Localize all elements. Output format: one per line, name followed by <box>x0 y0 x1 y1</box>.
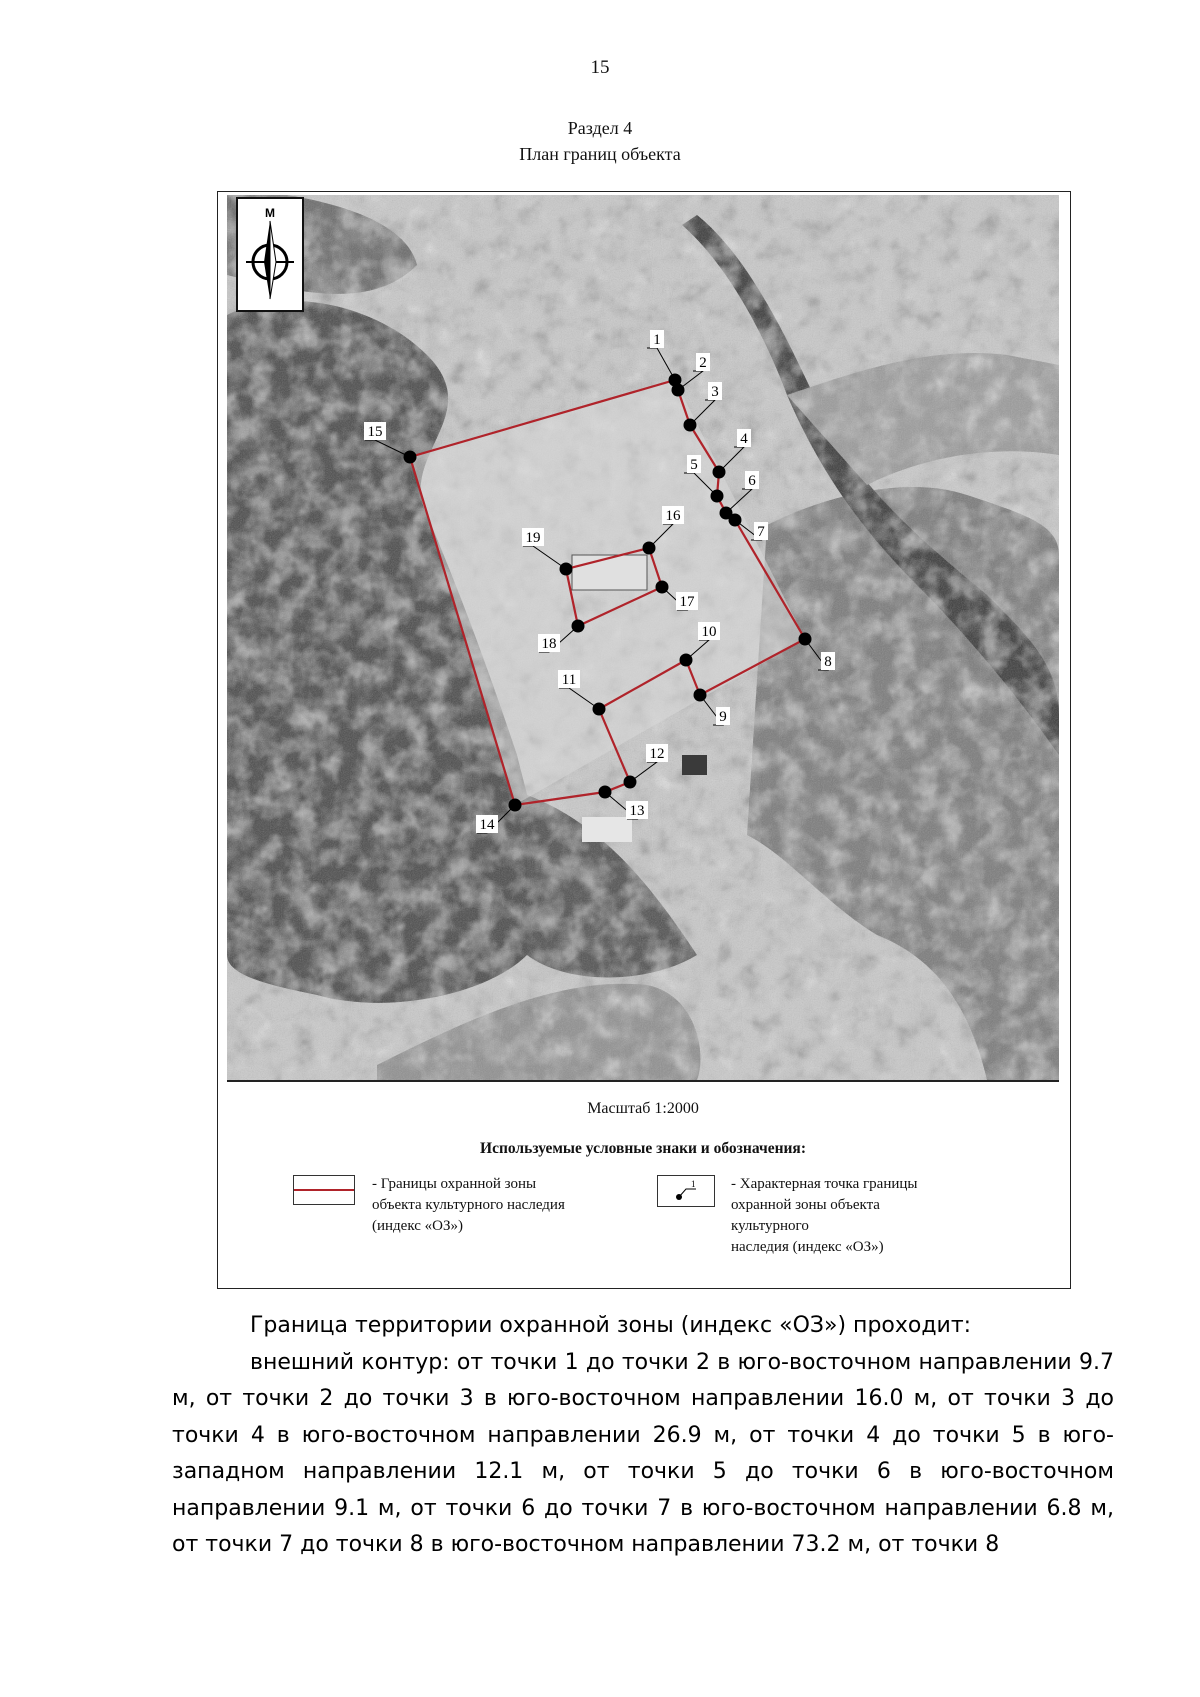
legend-point-line: наследия (индекс «ОЗ») <box>731 1239 884 1255</box>
point-label: 18 <box>541 636 557 652</box>
point-marker <box>624 776 637 789</box>
point-label: 7 <box>757 524 765 540</box>
point-marker <box>599 786 612 799</box>
point-marker <box>711 490 724 503</box>
legend-title: Используемые условные знаки и обозначения: <box>480 1140 806 1157</box>
point-marker <box>672 384 685 397</box>
point-label: 10 <box>701 624 717 640</box>
legend-point-line: культурного <box>731 1218 809 1234</box>
point-marker <box>572 620 585 633</box>
legend-point-icon <box>657 1175 715 1207</box>
point-marker <box>729 514 742 527</box>
building <box>682 755 707 775</box>
building <box>572 555 647 590</box>
body-text <box>172 1308 1114 1564</box>
page-number: 15 <box>590 57 610 78</box>
point-label: 9 <box>719 709 727 725</box>
aerial-map <box>227 195 1059 1080</box>
point-marker <box>643 542 656 555</box>
map-scale: Масштаб 1:2000 <box>587 1100 699 1117</box>
point-label: 2 <box>699 355 707 371</box>
legend-boundary-line-icon <box>293 1175 355 1205</box>
point-label: 13 <box>629 803 645 819</box>
legend-point-line: - Характерная точка границы <box>731 1176 918 1192</box>
point-marker <box>799 633 812 646</box>
legend-panel <box>227 1080 1059 1280</box>
legend-point-text <box>731 1174 1021 1258</box>
section-subtitle: План границ объекта <box>519 144 681 164</box>
point-label: 19 <box>525 530 541 546</box>
north-arrow-box <box>236 197 304 312</box>
point-label: 4 <box>740 431 748 447</box>
text-paragraph: внешний контур: от точки 1 до точки 2 в юго-восточном направлении 9.7 м, от точки 2 до точки 3 в юго-восточном направлении 16.0 м, от точки 3 до точки 4 в юго-восточном направлении 26.9 м, от точки 4 до точки 5 в юго-западном направлении 12.1 м, от точки 5 до точки 6 в юго-восточном направлении 9.1 м, от точки 6 до точки 7 в юго-восточном направлении 6.8 м, от точки 7 до точки 8 в юго-восточном направлении 73.2 м, от точки 8 <box>172 1349 1114 1557</box>
point-marker <box>593 703 606 716</box>
point-marker <box>560 563 573 576</box>
point-label: 14 <box>479 817 495 833</box>
point-label: 17 <box>679 594 695 610</box>
legend-boundary-line: объекта культурного наследия <box>372 1197 565 1213</box>
point-marker <box>404 451 417 464</box>
svg-text:М: М <box>265 206 275 220</box>
section-title: Раздел 4 <box>567 118 633 138</box>
point-label: 11 <box>561 672 577 688</box>
point-label: 16 <box>665 508 681 524</box>
point-marker <box>694 689 707 702</box>
legend-point-sample-label: 1 <box>691 1179 696 1189</box>
point-marker <box>684 419 697 432</box>
map-frame <box>217 191 1071 1289</box>
point-label: 5 <box>690 457 698 473</box>
point-marker <box>713 466 726 479</box>
point-marker <box>656 581 669 594</box>
point-label: 15 <box>367 424 383 440</box>
legend-point-line: охранной зоны объекта <box>731 1197 880 1213</box>
point-marker <box>509 799 522 812</box>
point-label: 1 <box>653 332 661 348</box>
point-label: 3 <box>711 384 719 400</box>
legend-boundary-text <box>372 1174 647 1237</box>
point-marker <box>680 654 693 667</box>
text-heading: Граница территории охранной зоны (индекс «ОЗ») проходит: <box>250 1313 972 1338</box>
map-canvas <box>227 195 1059 1080</box>
point-label: 12 <box>649 746 665 762</box>
building <box>582 817 632 842</box>
point-label: 6 <box>748 473 756 489</box>
legend-boundary-line: (индекс «ОЗ») <box>372 1218 464 1234</box>
legend-boundary-line: - Границы охранной зоны <box>372 1176 537 1192</box>
north-arrow-compass-icon <box>238 199 302 310</box>
point-label: 8 <box>824 654 832 670</box>
